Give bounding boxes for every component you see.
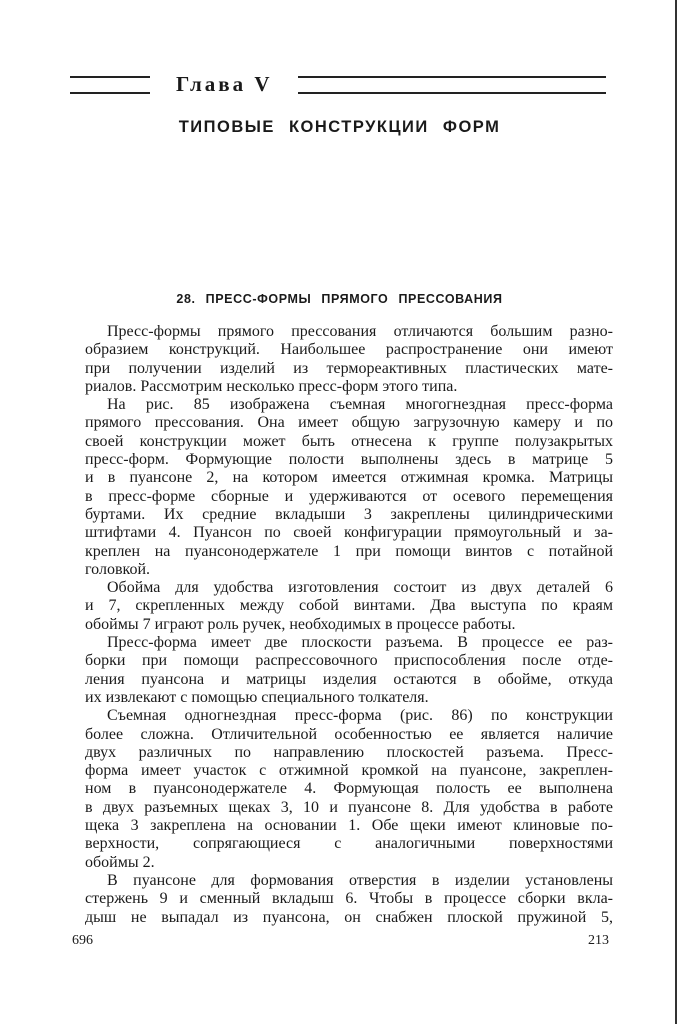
chapter-rule-right-bottom (298, 92, 606, 94)
text-line: На рис. 85 изображена съемная многогнездная пресс-форма (107, 396, 613, 414)
text-line: В пуансоне для формования отверстия в изделии установлены (107, 871, 613, 889)
text-line: креплен на пуансонодержателе 1 при помощи винтов с потайной (85, 542, 613, 560)
text-line: Обойма для удобства изготовления состоит из двух деталей 6 (107, 579, 613, 597)
chapter-heading: Глава V (176, 72, 273, 96)
page-edge (675, 0, 677, 1024)
text-line: образием конструкций. Наибольшее распространение они имеют (85, 341, 613, 359)
body-text (85, 323, 613, 927)
text-line: обоймы 2. (85, 853, 155, 871)
text-line: стержень 9 и сменный вкладыш 6. Чтобы в процессе сборки вкла- (85, 890, 613, 908)
text-line: штифтами 4. Пуансон по своей конфигурации прямоугольный и за- (85, 524, 613, 542)
text-line: своей конструкции может быть отнесена к группе полузакрытых (85, 432, 613, 450)
text-line: пресс-форм. Формующие полости выполнены здесь в матрице 5 (85, 451, 613, 469)
text-line: при получении изделий из термореактивных пластических мате- (85, 359, 613, 377)
page-number: 213 (588, 933, 609, 948)
text-line: риалов. Рассмотрим несколько пресс-форм этого типа. (85, 377, 458, 395)
text-line: ления пуансона и матрицы изделия остаются в обойме, откуда (85, 670, 613, 688)
text-line: в двух разъемных щеках 3, 10 и пуансоне 8. Для удобства в работе (85, 798, 613, 816)
text-line: двух различных по направлению плоскостей разъема. Пресс- (85, 743, 613, 761)
text-line: и 7, скрепленных между собой винтами. Два выступа по краям (85, 597, 613, 615)
text-line: более сложна. Отличительной особенностью ее является наличие (85, 725, 613, 743)
text-line: и в пуансоне 2, на котором имеется отжимная кромка. Матрицы (85, 469, 613, 487)
text-line: обоймы 7 играют роль ручек, необходимых в процессе работы. (85, 615, 516, 633)
page-code: 696 (72, 933, 93, 948)
text-line: Пресс-формы прямого прессования отличаются большим разно- (107, 323, 613, 340)
section-heading: 28. ПРЕСС-ФОРМЫ ПРЯМОГО ПРЕССОВАНИЯ (176, 292, 503, 306)
text-line: их извлекают с помощью специального толкателя. (85, 688, 429, 706)
chapter-rule-left-top (70, 76, 150, 78)
text-line: форма имеет участок с отжимной кромкой на пуансоне, закреплен- (85, 762, 613, 780)
text-line: в пресс-форме сборные и удерживаются от осевого перемещения (85, 487, 613, 505)
text-line: Пресс-форма имеет две плоскости разъема. В процессе ее раз- (107, 634, 613, 652)
text-line: щека 3 закреплена на основании 1. Обе щеки имеют клиновые по- (85, 817, 613, 835)
chapter-rule-right-top (298, 76, 606, 78)
text-line: буртами. Их средние вкладыши 3 закреплены цилиндрическими (85, 505, 613, 523)
text-line: ном в пуансонодержателе 4. Формующая полость ее выполнена (85, 780, 613, 798)
text-line: борки при помощи распрессовочного приспособления после отде- (85, 652, 613, 670)
chapter-rule-left-bottom (70, 92, 150, 94)
text-line: верхности, сопрягающиеся с аналогичными поверхностями (85, 835, 613, 853)
text-line: головкой. (85, 560, 151, 578)
text-line: прямого прессования. Она имеет общую загрузочную камеру и по (85, 414, 613, 432)
chapter-title: ТИПОВЫЕ КОНСТРУКЦИИ ФОРМ (178, 118, 501, 136)
text-line: Съемная одногнездная пресс-форма (рис. 86) по конструкции (107, 707, 613, 725)
text-line: дыш не выпадал из пуансона, он снабжен плоской пружиной 5, (85, 908, 613, 926)
